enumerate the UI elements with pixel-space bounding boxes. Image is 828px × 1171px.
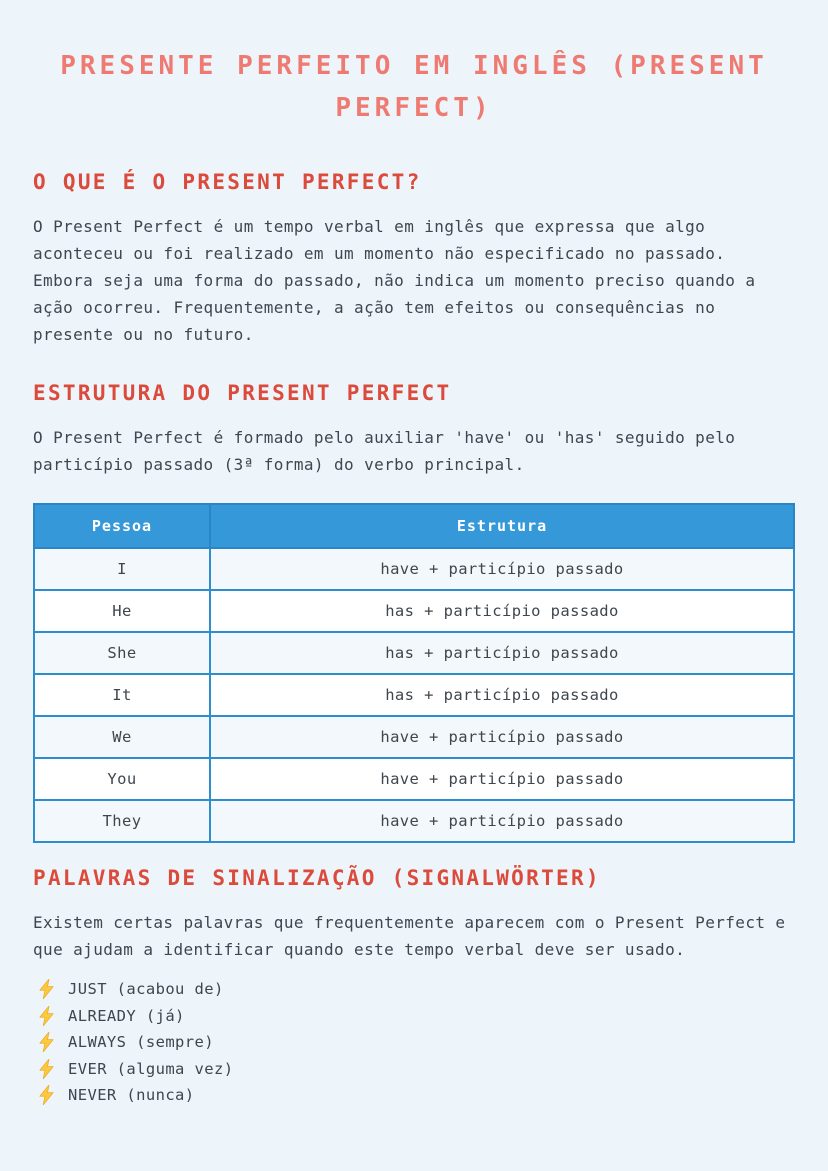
cell-pessoa: You (34, 758, 210, 800)
list-item (33, 1003, 795, 1030)
heading-structure: ESTRUTURA DO PRESENT PERFECT (33, 381, 452, 405)
lightning-icon (38, 979, 55, 999)
signal-words-list (33, 976, 795, 1109)
lightning-icon (38, 1032, 55, 1052)
heading-signal-words: PALAVRAS DE SINALIZAÇÃO (SIGNALWÖRTER) (33, 866, 601, 890)
list-item-label: NEVER (nunca) (68, 1086, 195, 1105)
cell-estrutura: has + particípio passado (210, 674, 794, 716)
cell-pessoa: I (34, 548, 210, 590)
table-row (34, 632, 794, 674)
cell-estrutura: have + particípio passado (210, 758, 794, 800)
lightning-icon (38, 1085, 55, 1105)
cell-estrutura: has + particípio passado (210, 632, 794, 674)
list-item-label: JUST (acabou de) (68, 980, 224, 999)
cell-pessoa: She (34, 632, 210, 674)
cell-pessoa: He (34, 590, 210, 632)
table-row (34, 800, 794, 842)
list-item (33, 1082, 795, 1109)
list-item (33, 976, 795, 1003)
table-header-row (34, 504, 794, 548)
cell-estrutura: have + particípio passado (210, 800, 794, 842)
lightning-icon (38, 1006, 55, 1026)
cell-estrutura: have + particípio passado (210, 716, 794, 758)
lightning-icon (38, 1059, 55, 1079)
table-row (34, 590, 794, 632)
table-row (34, 674, 794, 716)
table-row (34, 758, 794, 800)
column-header-estrutura: Estrutura (210, 504, 794, 548)
list-item (33, 1056, 795, 1083)
list-item-label: ALREADY (já) (68, 1006, 185, 1025)
list-item-label: ALWAYS (sempre) (68, 1033, 214, 1052)
structure-table (33, 503, 795, 843)
list-item (33, 1029, 795, 1056)
cell-estrutura: have + particípio passado (210, 548, 794, 590)
table-row (34, 548, 794, 590)
paragraph-structure: O Present Perfect é formado pelo auxiliar 'have' ou 'has' seguido pelo particípio passado (3ª forma) do verbo principal. (33, 428, 736, 474)
table-row (34, 716, 794, 758)
list-item-label: EVER (alguma vez) (68, 1059, 234, 1078)
page-title: PRESENTE PERFEITO EM INGLÊS (PRESENT PERFECT) (60, 51, 768, 123)
paragraph-signal-words: Existem certas palavras que frequentemente aparecem com o Present Perfect e que ajudam a identificar quando este tempo verbal deve ser usado. (33, 913, 786, 959)
cell-pessoa: We (34, 716, 210, 758)
column-header-pessoa: Pessoa (34, 504, 210, 548)
cell-pessoa: It (34, 674, 210, 716)
structure-table-header (34, 504, 794, 548)
cell-pessoa: They (34, 800, 210, 842)
paragraph-what-is-present-perfect: O Present Perfect é um tempo verbal em inglês que expressa que algo aconteceu ou foi realizado em um momento não especificado no passado. Embora seja uma forma do passado, não indica um momento preciso quando a ação ocorreu. Frequentemente, a ação tem efeitos ou consequências no presente ou no futuro. (33, 217, 756, 344)
cell-estrutura: has + particípio passado (210, 590, 794, 632)
heading-what-is-present-perfect: O QUE É O PRESENT PERFECT? (33, 170, 422, 194)
